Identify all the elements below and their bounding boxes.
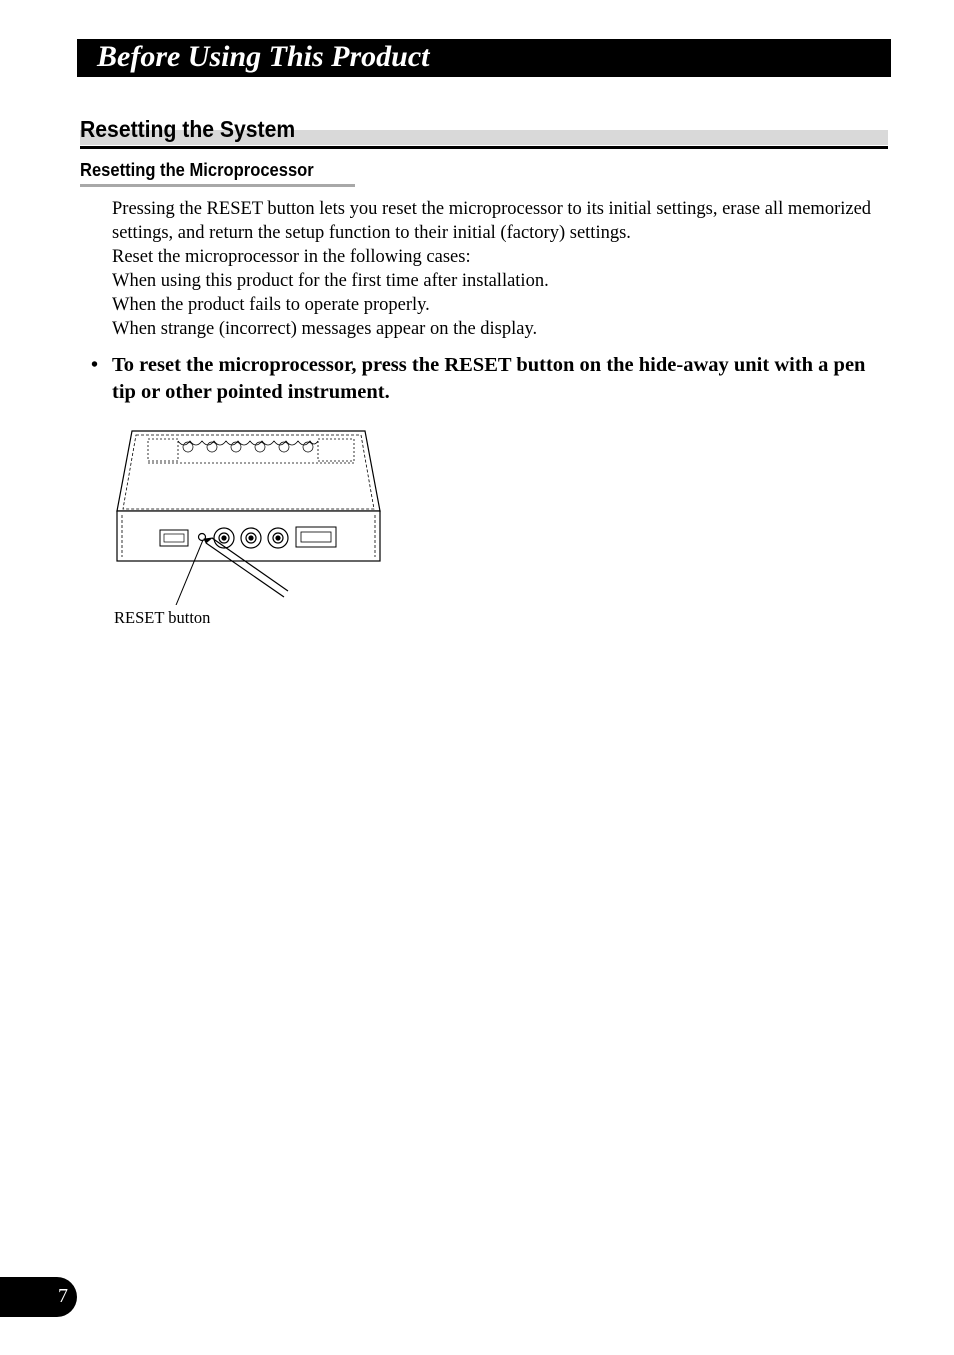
hide-away-unit-illustration	[108, 425, 393, 605]
section-title: Resetting the System	[80, 116, 296, 142]
subsection-underline	[80, 184, 355, 187]
chapter-header-bar	[77, 39, 891, 77]
reset-button-callout-label: RESET button	[114, 608, 211, 627]
subsection-title: Resetting the Microprocessor	[80, 160, 314, 180]
chapter-title: Before Using This Product	[97, 40, 430, 73]
section-heading-rule	[80, 146, 888, 149]
page-number: 7	[58, 1285, 68, 1307]
body-line: When the product fails to operate properly.	[112, 295, 430, 315]
bullet-marker: •	[91, 354, 99, 376]
body-line: Reset the microprocessor in the following cases:	[112, 247, 471, 267]
instruction-text: To reset the microprocessor, press the RESET button on the hide-away unit with a pen tip or other pointed instrument.	[112, 354, 866, 403]
hide-away-unit-drawing	[108, 425, 393, 605]
body-line: When using this product for the first time after installation.	[112, 271, 549, 291]
body-paragraph	[112, 197, 882, 341]
body-line: When strange (incorrect) messages appear on the display.	[112, 319, 538, 339]
body-line: Pressing the RESET button lets you reset the microprocessor to its initial settings, erase all memorized settings, and return the setup function to their initial (factory) settings.	[112, 199, 872, 243]
